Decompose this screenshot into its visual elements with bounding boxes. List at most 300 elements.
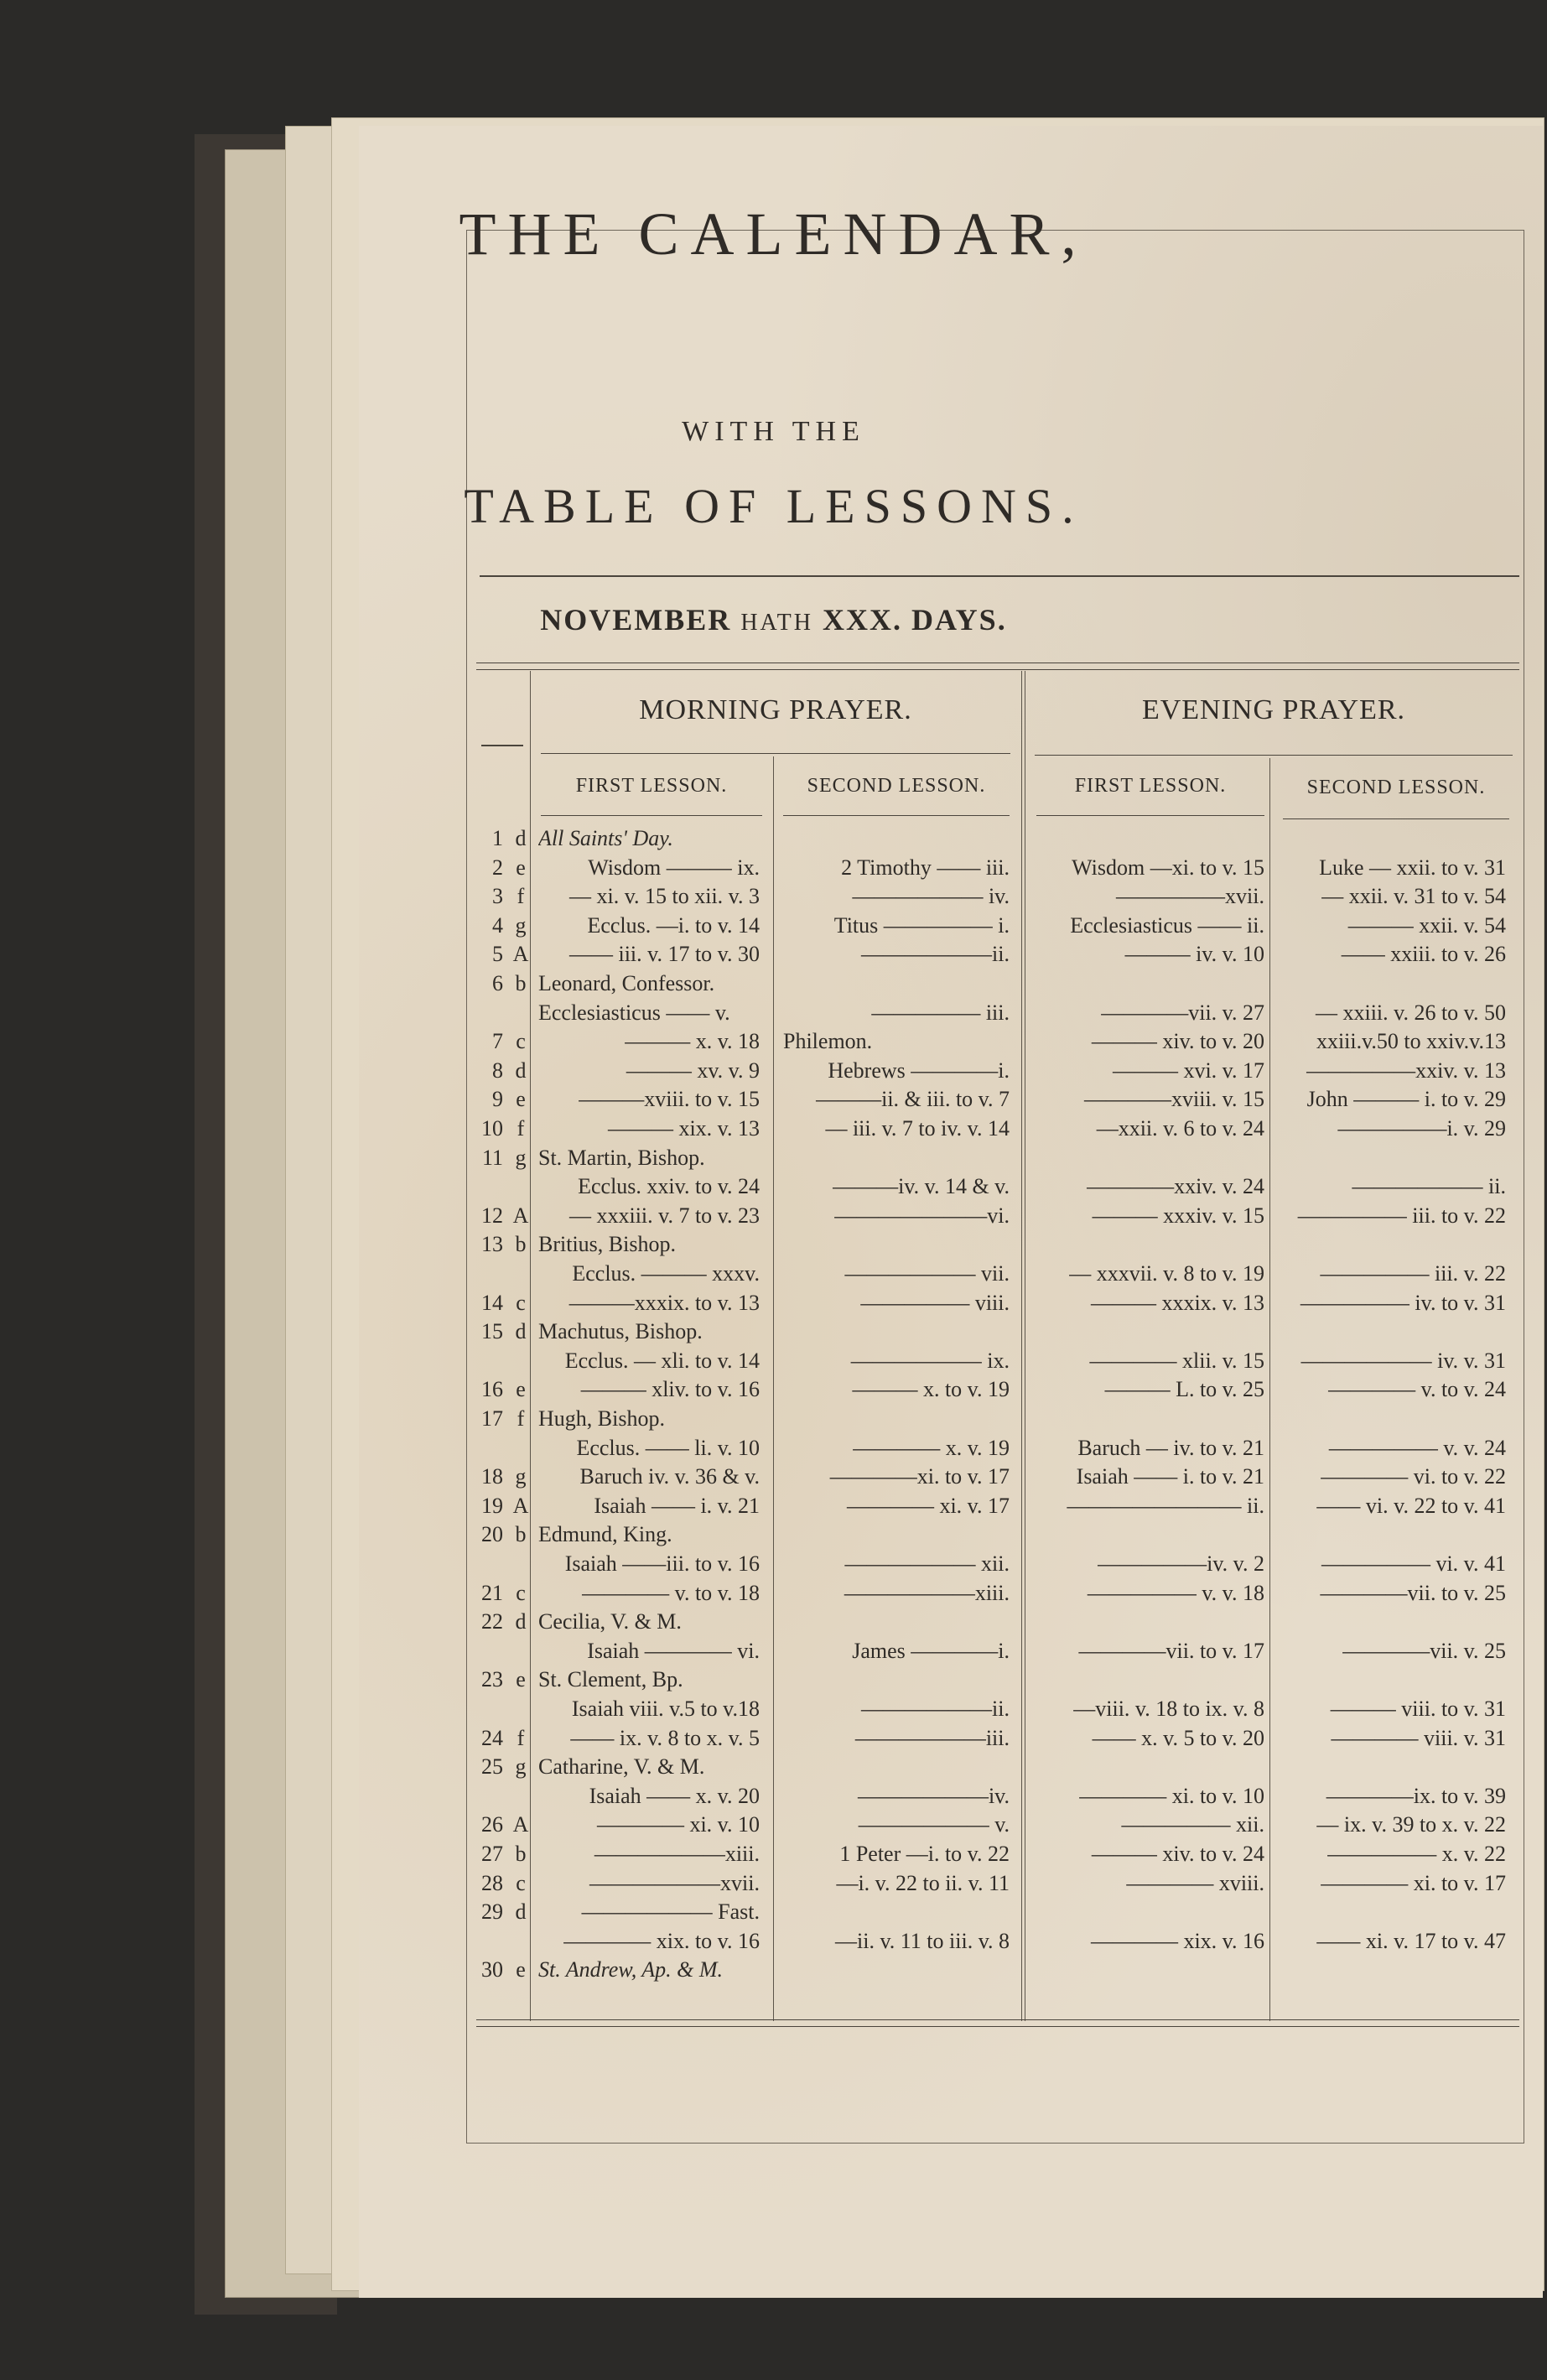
lesson-header-rule-3 [1036,815,1264,816]
dominical-letter: g [515,912,527,938]
dominical-letter: A [512,942,529,967]
lesson-header-rule-1 [541,815,762,816]
evening-second-lesson [1283,1405,1506,1433]
dominical-letter: d [515,826,527,850]
morning-second-lesson [783,1144,1010,1172]
morning-first-lesson: —————— Fast. [581,1899,760,1925]
morning-first-lesson: Ecclus. ——— xxxv. [572,1261,760,1286]
table-row [0,1927,1547,1956]
evening-first-lesson: ——— xvi. v. 17 [1112,1057,1264,1083]
evening-first-lesson: ——— xxxiv. v. 15 [1092,1203,1264,1228]
evening-second-lesson: ——— viii. to v. 31 [1330,1697,1506,1721]
evening-second-lesson: —————i. v. 29 [1337,1116,1506,1141]
morning-second-lesson [783,1317,1010,1346]
evening-second-lesson [1283,1753,1506,1781]
morning-first-lesson: Machutus, Bishop. [538,1319,703,1344]
morning-first-lesson: Ecclus. xxiv. to v. 24 [578,1174,760,1199]
day-number: 8 [492,1057,503,1083]
morning-first-lesson: ——— x. v. 18 [625,1029,760,1054]
table-row [0,1840,1547,1868]
evening-first-lesson: ——— L. to v. 25 [1104,1377,1264,1402]
evening-second-lesson: ——— xxii. v. 54 [1347,912,1506,938]
morning-first-lesson: St. Clement, Bp. [538,1667,683,1692]
morning-second-lesson: — iii. v. 7 to iv. v. 14 [825,1116,1010,1141]
morning-first-lesson: ——— xliv. to v. 16 [580,1377,760,1402]
evening-first-lesson: ————vii. to v. 17 [1078,1638,1264,1663]
evening-first-lesson [1036,1405,1264,1433]
evening-first-lesson: ———————— ii. [1067,1493,1264,1518]
morning-first-lesson: ———— xi. v. 10 [596,1812,760,1837]
day-number [468,1550,503,1578]
evening-first-lesson: ———— xi. to v. 10 [1079,1783,1264,1808]
day-number: 16 [481,1377,503,1402]
dominical-letter [508,1172,533,1201]
evening-first-lesson [1036,1317,1264,1346]
day-number: 13 [481,1232,503,1257]
table-row [0,1492,1547,1520]
morning-first-lesson: Isaiah ——iii. to v. 16 [564,1551,760,1576]
dominical-letter [508,1260,533,1288]
day-number: 2 [492,855,503,880]
morning-first-lesson: ——————xiii. [594,1842,760,1866]
day-number: 25 [481,1754,503,1780]
lesson-header-rule-4 [1283,818,1509,819]
dominical-letter [508,1434,533,1463]
table-row [0,1405,1547,1433]
dominical-letter: A [512,1812,529,1837]
table-row [0,1869,1547,1898]
evening-second-lesson: —— xi. v. 17 to v. 47 [1316,1928,1506,1953]
day-number: 28 [481,1870,503,1895]
day-number: 6 [492,971,503,995]
morning-second-lesson: ——————iv. [857,1783,1010,1808]
dominical-letter: g [515,1145,527,1170]
evening-second-lesson: —————— ii. [1352,1174,1506,1199]
evening-first-lesson [1036,1230,1264,1259]
dominical-letter: A [512,1203,529,1228]
evening-second-lesson: ————— x. v. 22 [1327,1842,1506,1866]
evening-second-lesson: ———— xi. to v. 17 [1321,1870,1506,1895]
day-number [468,1637,503,1665]
day-number: 29 [481,1899,503,1925]
table-row [0,1665,1547,1694]
morning-second-lesson: —————— v. [858,1812,1010,1837]
morning-first-lesson: ———— xix. to v. 16 [563,1928,760,1953]
morning-first-lesson: Ecclus. —— li. v. 10 [576,1435,760,1460]
evening-second-lesson [1283,1520,1506,1549]
morning-second-lesson: ——— x. to v. 19 [852,1377,1010,1402]
day-number: 24 [481,1725,503,1750]
dominical-letter [508,1927,533,1956]
evening-second-lesson: ———— viii. v. 31 [1331,1725,1506,1750]
table-bottom-rule-2 [476,2026,1519,2027]
morning-second-lesson [783,1230,1010,1259]
morning-first-lesson: Catharine, V. & M. [538,1754,705,1780]
month-days: XXX. DAYS. [822,603,1007,637]
morning-first-lesson: ——— xv. v. 9 [626,1057,760,1083]
morning-first-lesson: Isaiah viii. v.5 to v.18 [571,1697,760,1721]
evening-second-lesson: —————xxiv. v. 13 [1306,1057,1506,1083]
day-number: 7 [492,1029,503,1054]
evening-second-lesson: Luke — xxii. to v. 31 [1319,855,1506,880]
evening-first-lesson [1036,1144,1264,1172]
morning-second-lesson: —————— iv. [852,884,1010,909]
table-row [0,1347,1547,1375]
dominical-letter: e [516,1087,526,1112]
table-row [0,1811,1547,1839]
table-row [0,1172,1547,1201]
morning-second-lesson-header: SECOND LESSON. [807,775,986,797]
table-row [0,1724,1547,1753]
table-row [0,1057,1547,1085]
morning-second-lesson: 1 Peter —i. to v. 22 [839,1842,1010,1866]
table-row [0,1579,1547,1608]
dominical-letter: e [516,1667,526,1692]
table-row [0,1375,1547,1404]
table-row [0,1085,1547,1114]
dominical-letter [508,1695,533,1723]
evening-first-lesson: — xxxvii. v. 8 to v. 19 [1069,1261,1264,1286]
dominical-letter [508,1782,533,1811]
dominical-letter: f [517,1116,525,1141]
table-row [0,1520,1547,1549]
table-row [0,940,1547,969]
dominical-letter: e [516,1377,526,1402]
morning-header-rule [541,753,1010,754]
morning-second-lesson [783,1753,1010,1781]
morning-first-lesson: Hugh, Bishop. [538,1406,665,1431]
evening-second-lesson: xxiii.v.50 to xxiv.v.13 [1316,1029,1506,1054]
morning-first-lesson: Cecilia, V. & M. [538,1609,682,1634]
morning-first-lesson: — xi. v. 15 to xii. v. 3 [568,884,760,909]
morning-first-lesson: Isaiah ———— vi. [587,1638,760,1663]
morning-prayer-header: MORNING PRAYER. [639,694,912,725]
morning-first-lesson: Baruch iv. v. 36 & v. [579,1464,760,1489]
evening-second-lesson: — xxiii. v. 26 to v. 50 [1315,1000,1506,1025]
morning-first-lesson: ———— v. to v. 18 [582,1580,760,1605]
day-number: 30 [481,1957,503,1982]
evening-first-lesson: ———— xlii. v. 15 [1089,1348,1264,1373]
lessons-title: TABLE OF LESSONS. [464,479,1083,533]
morning-second-lesson: ———ii. & iii. to v. 7 [816,1087,1010,1112]
table-row [0,1434,1547,1463]
morning-first-lesson: ——————xvii. [589,1870,760,1895]
evening-first-lesson [1036,1753,1264,1781]
dominical-letter [508,1550,533,1578]
evening-first-lesson: ————— v. v. 18 [1087,1580,1264,1605]
day-number: 14 [481,1290,503,1315]
evening-first-lesson: ————xxiv. v. 24 [1087,1174,1264,1199]
evening-second-lesson: ————vii. to v. 25 [1320,1580,1506,1605]
morning-first-lesson: Leonard, Confessor. [538,971,715,995]
table-row [0,999,1547,1027]
evening-first-lesson: ———— xviii. [1126,1870,1264,1895]
day-number: 3 [492,884,503,909]
day-number [468,1695,503,1723]
evening-second-lesson: ————vii. v. 25 [1342,1638,1506,1663]
table-row [0,1608,1547,1636]
table-row [0,1782,1547,1811]
morning-second-lesson [783,1520,1010,1549]
evening-prayer-header: EVENING PRAYER. [1141,694,1406,725]
evening-first-lesson [1036,1956,1264,1984]
calendar-subtitle: WITH THE [682,416,865,447]
table-row [0,912,1547,940]
evening-second-lesson: ———— v. to v. 24 [1328,1377,1506,1402]
evening-first-lesson: —— x. v. 5 to v. 20 [1092,1725,1264,1750]
evening-second-lesson [1283,1144,1506,1172]
evening-second-lesson [1283,1608,1506,1636]
evening-first-lesson: ——— iv. v. 10 [1124,942,1264,967]
evening-second-lesson: — xxii. v. 31 to v. 54 [1321,884,1506,909]
evening-second-lesson [1283,1956,1506,1984]
day-number: 26 [481,1812,503,1837]
evening-first-lesson-header: FIRST LESSON. [1074,775,1227,797]
evening-first-lesson: —————iv. v. 2 [1098,1551,1264,1576]
day-number: 21 [481,1580,503,1605]
day-number [468,1172,503,1201]
evening-second-lesson: ————— v. v. 24 [1328,1435,1506,1460]
table-row [0,1027,1547,1056]
evening-first-lesson [1036,969,1264,998]
day-number: 18 [481,1464,503,1489]
evening-first-lesson [1036,1520,1264,1549]
dominical-letter: b [515,971,527,995]
morning-second-lesson [783,824,1010,853]
day-number [468,1260,503,1288]
evening-second-lesson-header: SECOND LESSON. [1306,777,1486,798]
morning-second-lesson [783,1608,1010,1636]
morning-second-lesson [783,1665,1010,1694]
title-rule [480,575,1519,577]
morning-first-lesson: All Saints' Day. [538,826,673,850]
month-hath: HATH [740,610,813,636]
dominical-letter: b [515,1522,527,1547]
morning-second-lesson: Philemon. [783,1029,873,1054]
evening-header-rule [1035,755,1513,756]
month-heading [0,602,1547,637]
morning-first-lesson: ———xxxix. to v. 13 [568,1290,760,1315]
day-number: 17 [481,1406,503,1431]
evening-second-lesson: ———— vi. to v. 22 [1321,1464,1506,1489]
morning-second-lesson: ———————vi. [834,1203,1010,1228]
morning-first-lesson: —— ix. v. 8 to x. v. 5 [570,1725,760,1750]
evening-second-lesson [1283,1665,1506,1694]
month-name: NOVEMBER [540,603,732,637]
day-number: 20 [481,1522,503,1547]
morning-second-lesson: —i. v. 22 to ii. v. 11 [836,1870,1010,1895]
day-col-header-rule [481,745,523,746]
morning-second-lesson [783,1956,1010,1984]
dominical-letter: f [517,1406,525,1431]
morning-second-lesson: ———iv. v. 14 & v. [833,1174,1010,1199]
day-number: 22 [481,1609,503,1634]
day-number: 9 [492,1087,503,1112]
morning-first-lesson-header: FIRST LESSON. [575,775,728,797]
dominical-letter: c [516,1290,526,1315]
evening-first-lesson: Wisdom —xi. to v. 15 [1072,855,1264,880]
day-number: 4 [492,912,503,938]
dominical-letter [508,1347,533,1375]
day-number: 1 [492,826,503,850]
morning-first-lesson: —— iii. v. 17 to v. 30 [568,942,760,967]
evening-first-lesson [1036,1665,1264,1694]
evening-first-lesson: Isaiah —— i. to v. 21 [1076,1464,1264,1489]
dominical-letter: b [515,1232,527,1257]
day-number: 5 [492,942,503,967]
dominical-letter: c [516,1029,526,1054]
evening-second-lesson [1283,1898,1506,1926]
table-row [0,1695,1547,1723]
morning-second-lesson: ———— xi. v. 17 [846,1493,1010,1518]
morning-second-lesson: ————— iii. [871,1000,1010,1025]
dominical-letter: A [512,1493,529,1518]
table-row [0,1637,1547,1665]
table-row [0,969,1547,998]
evening-second-lesson: —— xxiii. to v. 26 [1341,942,1506,967]
evening-first-lesson [1036,1898,1264,1926]
day-number: 15 [481,1319,503,1344]
evening-first-lesson: ———— xix. v. 16 [1090,1928,1264,1953]
table-row [0,882,1547,911]
evening-first-lesson [1036,1608,1264,1636]
evening-first-lesson: —————xvii. [1116,884,1264,909]
morning-second-lesson: —ii. v. 11 to iii. v. 8 [835,1928,1010,1953]
calendar-title: THE CALENDAR, [459,200,1088,268]
table-bottom-rule [476,2019,1519,2020]
evening-first-lesson: ————vii. v. 27 [1101,1000,1264,1025]
table-row [0,1230,1547,1259]
evening-second-lesson [1283,1317,1506,1346]
morning-first-lesson: — xxxiii. v. 7 to v. 23 [568,1203,760,1228]
evening-second-lesson: ————— iii. to v. 22 [1297,1203,1506,1228]
evening-first-lesson: ——— xxxix. v. 13 [1090,1290,1264,1315]
morning-first-lesson: Ecclus. — xli. to v. 14 [564,1348,760,1373]
morning-second-lesson: ————— viii. [860,1290,1010,1315]
dominical-letter: g [515,1754,527,1780]
evening-second-lesson: ————— iii. v. 22 [1320,1261,1506,1286]
evening-first-lesson: Ecclesiasticus —— ii. [1070,912,1264,938]
morning-second-lesson: ——————iii. [854,1725,1010,1750]
morning-first-lesson: Edmund, King. [538,1522,672,1547]
morning-first-lesson: ——— xix. v. 13 [607,1116,760,1141]
table-row [0,1260,1547,1288]
day-number [468,1927,503,1956]
table-row [0,1115,1547,1143]
dominical-letter: f [517,884,525,909]
table-row [0,1463,1547,1491]
evening-second-lesson [1283,824,1506,853]
dominical-letter [508,1637,533,1665]
table-row [0,1202,1547,1230]
table-row [0,1289,1547,1317]
morning-second-lesson: ——————ii. [861,1697,1010,1721]
morning-second-lesson: 2 Timothy —— iii. [841,855,1010,880]
morning-second-lesson: James ————i. [852,1638,1010,1663]
table-row [0,1144,1547,1172]
dominical-letter: c [516,1580,526,1605]
day-number [468,1347,503,1375]
evening-second-lesson: —— vi. v. 22 to v. 41 [1316,1493,1506,1518]
dominical-letter: e [516,855,526,880]
morning-second-lesson: Hebrews ————i. [828,1057,1010,1083]
evening-first-lesson: ——— xiv. to v. 20 [1091,1029,1264,1054]
dominical-letter: g [515,1464,527,1489]
evening-second-lesson: —————— iv. v. 31 [1300,1348,1506,1373]
dominical-letter: d [515,1899,527,1925]
lesson-header-rule-2 [783,815,1010,816]
dominical-letter: d [515,1609,527,1634]
day-number: 19 [481,1493,503,1518]
dominical-letter: c [516,1870,526,1895]
dominical-letter: f [517,1725,525,1750]
dominical-letter [508,999,533,1027]
evening-second-lesson: ————— iv. to v. 31 [1300,1290,1506,1315]
morning-second-lesson [783,1405,1010,1433]
morning-first-lesson: Ecclus. —i. to v. 14 [587,912,760,938]
morning-second-lesson [783,1898,1010,1926]
evening-second-lesson: ————ix. to v. 39 [1326,1783,1506,1808]
morning-second-lesson: Titus ————— i. [833,912,1010,938]
table-row [0,854,1547,882]
evening-first-lesson [1036,824,1264,853]
evening-first-lesson: —xxii. v. 6 to v. 24 [1096,1116,1264,1141]
table-top-rule-2 [476,669,1519,670]
table-row [0,1753,1547,1781]
evening-second-lesson: — ix. v. 39 to x. v. 22 [1316,1812,1506,1837]
dominical-letter: d [515,1319,527,1344]
day-number [468,1434,503,1463]
morning-second-lesson: —————— vii. [844,1261,1010,1286]
evening-second-lesson: ————— vi. v. 41 [1321,1551,1506,1576]
evening-first-lesson: —viii. v. 18 to ix. v. 8 [1073,1697,1264,1721]
morning-first-lesson: Isaiah —— i. v. 21 [594,1493,760,1518]
table-row [0,1550,1547,1578]
day-number: 23 [481,1667,503,1692]
evening-first-lesson: ————— xii. [1121,1812,1264,1837]
morning-second-lesson: ————xi. to v. 17 [829,1464,1010,1489]
morning-second-lesson: —————— ix. [850,1348,1010,1373]
table-row [0,1898,1547,1926]
morning-first-lesson: St. Andrew, Ap. & M. [538,1957,724,1982]
table-row [0,1956,1547,1984]
morning-first-lesson: Isaiah —— x. v. 20 [589,1783,760,1808]
evening-second-lesson: John ——— i. to v. 29 [1306,1087,1506,1112]
day-number: 10 [481,1116,503,1141]
evening-second-lesson [1283,1230,1506,1259]
evening-first-lesson: ————xviii. v. 15 [1084,1087,1264,1112]
table-row [0,1317,1547,1346]
morning-second-lesson: —————— xii. [844,1551,1010,1576]
day-number: 11 [481,1145,503,1170]
morning-second-lesson: ———— x. v. 19 [853,1435,1010,1460]
evening-first-lesson: ——— xiv. to v. 24 [1091,1842,1264,1866]
morning-first-lesson: Ecclesiasticus —— v. [538,1000,730,1025]
dominical-letter: b [515,1842,527,1866]
day-number [468,999,503,1027]
morning-second-lesson [783,969,1010,998]
morning-first-lesson: ———xviii. to v. 15 [579,1087,760,1112]
morning-first-lesson: St. Martin, Bishop. [538,1145,705,1170]
day-number: 12 [481,1203,503,1228]
morning-first-lesson: Wisdom ——— ix. [588,855,760,880]
dominical-letter: d [515,1057,527,1083]
evening-second-lesson [1283,969,1506,998]
dominical-letter: e [516,1957,526,1982]
morning-first-lesson: Britius, Bishop. [538,1232,676,1257]
day-number: 27 [481,1842,503,1866]
morning-second-lesson: ——————xiii. [844,1580,1010,1605]
